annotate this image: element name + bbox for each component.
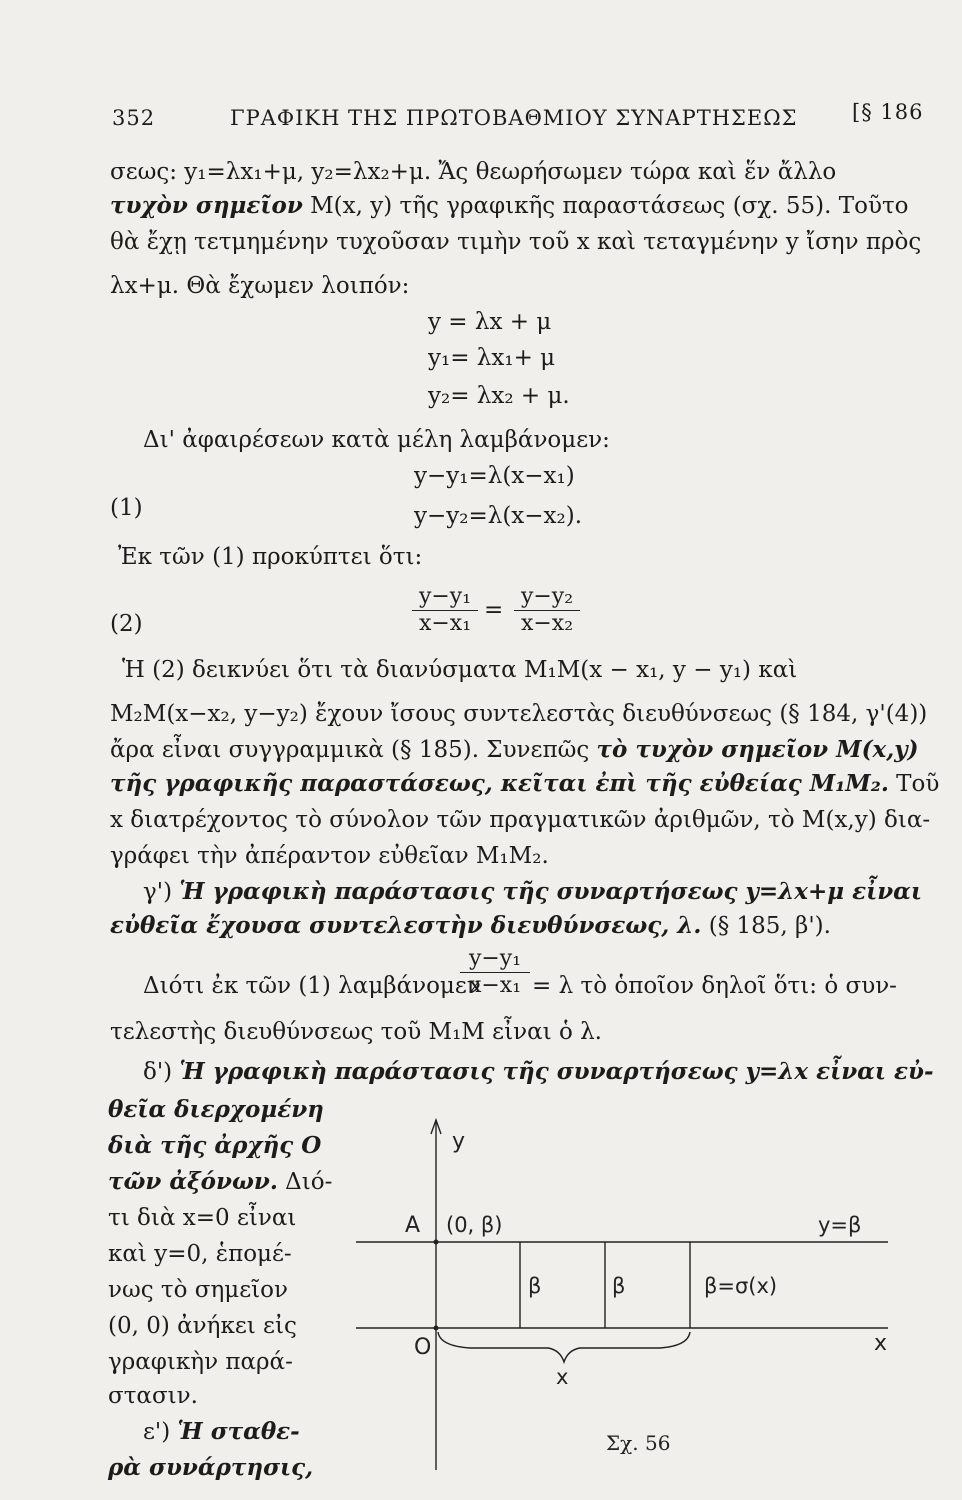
page-number: 352 [112, 106, 156, 130]
text-line: ρὰ συνάρτησις, [108, 1454, 314, 1481]
beta-sigma-label: β=σ(x) [704, 1274, 778, 1298]
equation: y−y₁=λ(x−x₁) [414, 463, 575, 489]
point-a-label: A [405, 1213, 421, 1238]
text-line: τελεστὴς διευθύνσεως τοῦ M₁M εἶναι ὁ λ. [110, 1019, 602, 1045]
text-run: δ') [143, 1059, 180, 1085]
brace [438, 1332, 690, 1362]
fraction-numerator: y−y₂ [514, 584, 580, 611]
line-label: y=β [818, 1213, 862, 1237]
text-line: τι διὰ x=0 εἶναι [108, 1205, 297, 1231]
text-line: Διότι ἐκ τῶν (1) λαμβάνομεν [143, 973, 481, 999]
y-axis-label: y [452, 1129, 466, 1154]
text-line: καὶ y=0, ἑπομέ- [108, 1241, 292, 1267]
text-line: γραφικὴν παρά- [108, 1349, 293, 1375]
text-line: x διατρέχοντος τὸ σύνολον τῶν πραγματικῶν ἀριθμῶν, τὸ M(x,y) δια- [110, 807, 931, 833]
section-ref: [§ 186 [852, 100, 924, 124]
figure-caption: Σχ. 56 [606, 1431, 671, 1455]
emphasis: Ἡ σταθε- [177, 1418, 300, 1445]
fraction-numerator: y−y₁ [412, 584, 478, 611]
text-line: Δι' ἀφαιρέσεων κατὰ μέλη λαμβάνομεν: [143, 427, 610, 453]
text-run: (§ 185, β'). [701, 913, 831, 939]
equation: y₁= λx₁+ μ [428, 345, 556, 371]
origin-dot [434, 1326, 439, 1331]
beta-label: β [528, 1274, 542, 1298]
fraction-denominator: x−x₁ [468, 973, 522, 998]
text-line: λx+μ. Θὰ ἔχωμεν λοιπόν: [110, 273, 410, 299]
equals-sign: = [484, 597, 504, 623]
text-line: θὰ ἔχῃ τετμημένην τυχοῦσαν τιμὴν τοῦ x καὶ τεταγμένην y ἴσην πρὸς [110, 229, 922, 255]
text-line: θεῖα διερχομένη [108, 1096, 324, 1123]
emphasis: τῶν ἀξόνων. [108, 1168, 278, 1195]
text-run: ἄρα εἶναι συγγραμμικὰ (§ 185). Συνεπῶς [110, 737, 597, 763]
equation: y₂= λx₂ + μ. [428, 383, 570, 409]
emphasis: τυχὸν σημεῖον [110, 192, 303, 219]
fraction-denominator: x−x₁ [418, 611, 472, 636]
fraction-numerator: y−y₁ [460, 946, 530, 973]
text-line: διὰ τῆς ἀρχῆς O [108, 1132, 322, 1159]
equation: y = λx + μ [428, 309, 552, 335]
emphasis: τὸ τυχὸν σημεῖον M(x,y) [596, 736, 919, 763]
text-line: Ἐκ τῶν (1) προκύπτει ὅτι: [118, 544, 423, 570]
text-run: M(x, y) τῆς γραφικῆς παραστάσεως (σχ. 55). Τοῦτο [302, 193, 909, 219]
point-a-dot [434, 1240, 439, 1245]
text-line: = λ τὸ ὁποῖον δηλοῖ ὅτι: ὁ συν- [532, 973, 897, 999]
text-line: στασιν. [108, 1383, 198, 1409]
emphasis: Ἡ γραφικὴ παράστασις τῆς συναρτήσεως y=λx+μ εἶναι [179, 878, 922, 905]
equation-label: (1) [110, 495, 143, 521]
beta-label: β [612, 1274, 626, 1298]
equation-label: (2) [110, 611, 143, 637]
text-line: γράφει τὴν ἀπέραντον εὐθεῖαν M₁M₂. [110, 843, 549, 869]
origin-label: O [414, 1335, 432, 1360]
equation: y−y₂=λ(x−x₂). [414, 503, 583, 529]
point-a-coords: (0, β) [446, 1213, 503, 1237]
text-line: νως τὸ σημεῖον [108, 1277, 289, 1303]
text-run: Τοῦ [888, 771, 940, 797]
emphasis: Ἡ γραφικὴ παράστασις τῆς συναρτήσεως y=λx εἶναι εὐ- [179, 1058, 934, 1085]
emphasis: τῆς γραφικῆς παραστάσεως, κεῖται ἐπὶ τῆς εὐθείας M₁M₂. [110, 770, 889, 797]
brace-label: x [556, 1365, 569, 1389]
text-run: γ') [143, 879, 180, 905]
text-line: M₂M(x−x₂, y−y₂) ἔχουν ἴσους συντελεστὰς διευθύνσεως (§ 184, γ'(4)) [110, 701, 928, 727]
running-title: ΓΡΑΦΙΚΗ ΤΗΣ ΠΡΩΤΟΒΑΘΜΙΟΥ ΣΥΝΑΡΤΗΣΕΩΣ [230, 106, 798, 130]
text-line: (0, 0) ἀνήκει εἰς [108, 1313, 297, 1339]
x-axis-label: x [874, 1331, 888, 1356]
text-run: ε') [143, 1419, 178, 1445]
fraction-denominator: x−x₂ [520, 611, 574, 636]
text-line: σεως: y₁=λx₁+μ, y₂=λx₂+μ. Ἄς θεωρήσωμεν τώρα καὶ ἕν ἄλλο [110, 159, 837, 185]
emphasis: εὐθεῖα ἔχουσα συντελεστὴν διευθύνσεως, λ. [110, 912, 702, 939]
text-run: Διό- [277, 1169, 333, 1195]
text-line: Ἡ (2) δεικνύει ὅτι τὰ διανύσματα M₁M(x − x₁, y − y₁) καὶ [122, 657, 798, 683]
